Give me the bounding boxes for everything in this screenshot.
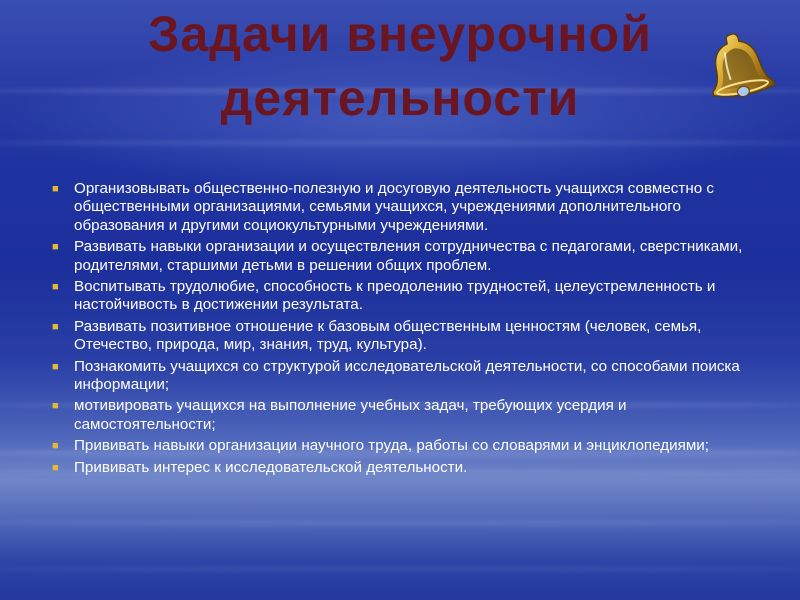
slide-title-line-1: Задачи внеурочной [148,6,652,62]
task-item [52,278,752,315]
background-wave [0,566,800,572]
task-list [52,180,752,480]
task-text: Познакомить учащихся со структурой исследовательской деятельности, со способами поиска информации; [74,357,740,394]
bullet-square-icon: ■ [52,461,59,474]
background-wave [0,520,800,526]
task-text: Воспитывать трудолюбие, способность к преодолению трудностей, целеустремленность и настойчивость в достижении результата. [74,278,716,314]
background-wave [0,140,800,146]
slide-title-line-2: деятельности [220,70,580,126]
task-item [52,238,752,275]
task-text: мотивировать учащихся на выполнение учебных задач, требующих усердия и самостоятельности; [74,397,627,433]
task-item [52,180,752,235]
task-text: Прививать навыки организации научного труда, работы со словарями и энциклопедиями; [74,437,709,455]
bullet-square-icon: ■ [52,183,59,195]
task-text: Развивать навыки организации и осуществления сотрудничества с педагогами, сверстниками, родителями, старшими детьми в решении общих проблем. [74,238,743,274]
bullet-square-icon: ■ [52,360,59,373]
bullet-square-icon: ■ [52,320,59,333]
task-item [52,318,752,355]
bullet-square-icon: ■ [52,440,59,453]
bullet-square-icon: ■ [52,281,59,294]
bell-icon [698,30,778,102]
task-text: Организовывать общественно-полезную и досуговую деятельность учащихся совместно с общественными организациями, семьями учащихся, учреждениями дополнительного образования и другими социокультурными учреждениями. [74,180,714,234]
task-item [52,397,752,434]
task-item [52,437,752,455]
slide-title [0,2,800,130]
bullet-square-icon: ■ [52,241,59,254]
task-text: Развивать позитивное отношение к базовым общественным ценностям (человек, семья, Отечество, природа, мир, знания, труд, культура). [74,317,702,354]
task-item [52,459,752,477]
task-item [52,358,752,395]
bullet-square-icon: ■ [52,400,59,413]
task-text: Прививать интерес к исследовательской деятельности. [74,458,468,476]
